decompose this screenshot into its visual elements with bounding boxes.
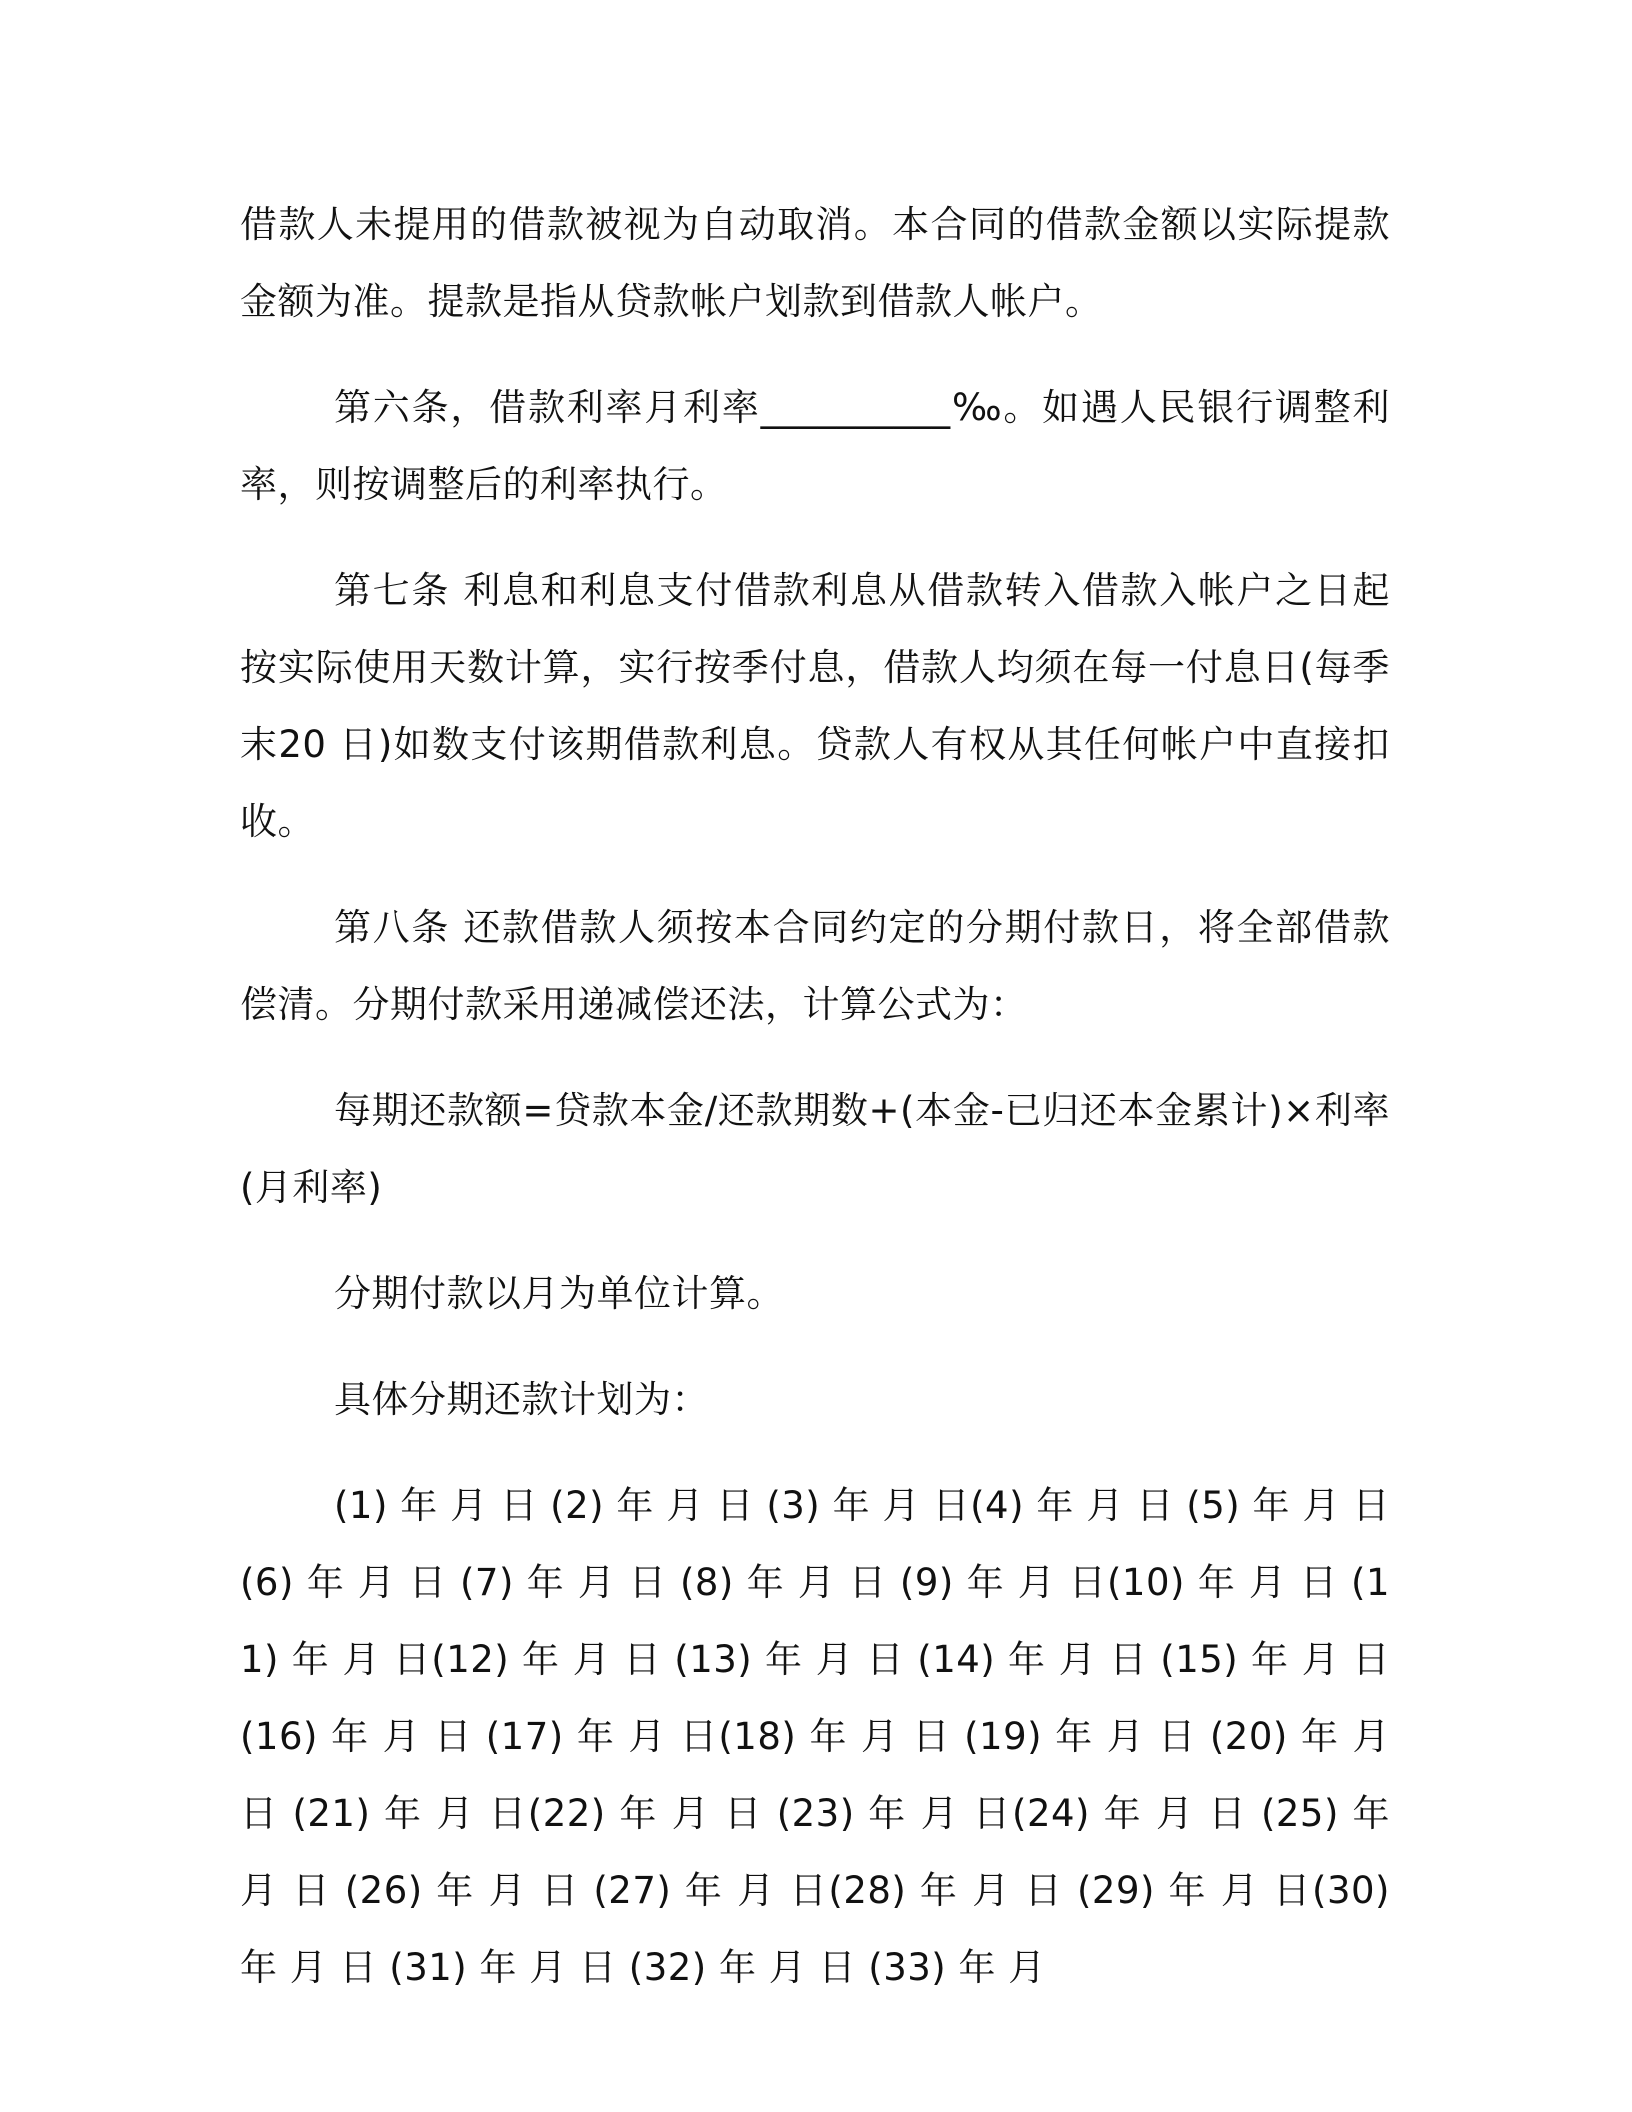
paragraph-schedule-heading: 具体分期还款计划为： bbox=[334, 1378, 709, 1421]
paragraph-withdrawal: 借款人未提用的借款被视为自动取消。本合同的借款金额以实际提款金额为准。提款是指从贷款帐户划款到借款人帐户。 bbox=[240, 203, 1390, 323]
document-body bbox=[240, 186, 1390, 2006]
paragraph-monthly-unit: 分期付款以月为单位计算。 bbox=[334, 1272, 784, 1315]
paragraph-article-7-interest-payment: 第七条 利息和利息支付借款利息从借款转入借款入帐户之日起按实际使用天数计算，实行按季付息，借款人均须在每一付息日(每季末20 日)如数支付该期借款利息。贷款人有权从其任何帐户中直接扣收。 bbox=[240, 569, 1390, 843]
paragraph-repayment-formula: 每期还款额=贷款本金/还款期数+(本金-已归还本金累计)×利率(月利率) bbox=[240, 1089, 1390, 1209]
paragraph-article-6-interest-rate: 第六条，借款利率月利率__________‰。如遇人民银行调整利率，则按调整后的利率执行。 bbox=[240, 386, 1390, 506]
paragraph-schedule-dates: (1) 年 月 日 (2) 年 月 日 (3) 年 月 日(4) 年 月 日 (5) 年 月 日(6) 年 月 日 (7) 年 月 日 (8) 年 月 日 (9) 年 月 日(10) 年 月 日 (11) 年 月 日(12) 年 月 日 (13) 年 月 日 (14) 年 月 日 (15) 年 月 日(16) 年 月 日 (17) 年 月 日(18) 年 月 日 (19) 年 月 日 (20) 年 月 日 (21) 年 月 日(22) 年 月 日 (23) 年 月 日(24) 年 月 日 (25) 年 月 日 (26) 年 月 日 (27) 年 月 日(28) 年 月 日 (29) 年 月 日(30) 年 月 日 (31) 年 月 日 (32) 年 月 日 (33) 年 月 bbox=[240, 1484, 1390, 1989]
paragraph-article-8-repayment: 第八条 还款借款人须按本合同约定的分期付款日，将全部借款偿清。分期付款采用递减偿还法，计算公式为： bbox=[240, 906, 1390, 1026]
